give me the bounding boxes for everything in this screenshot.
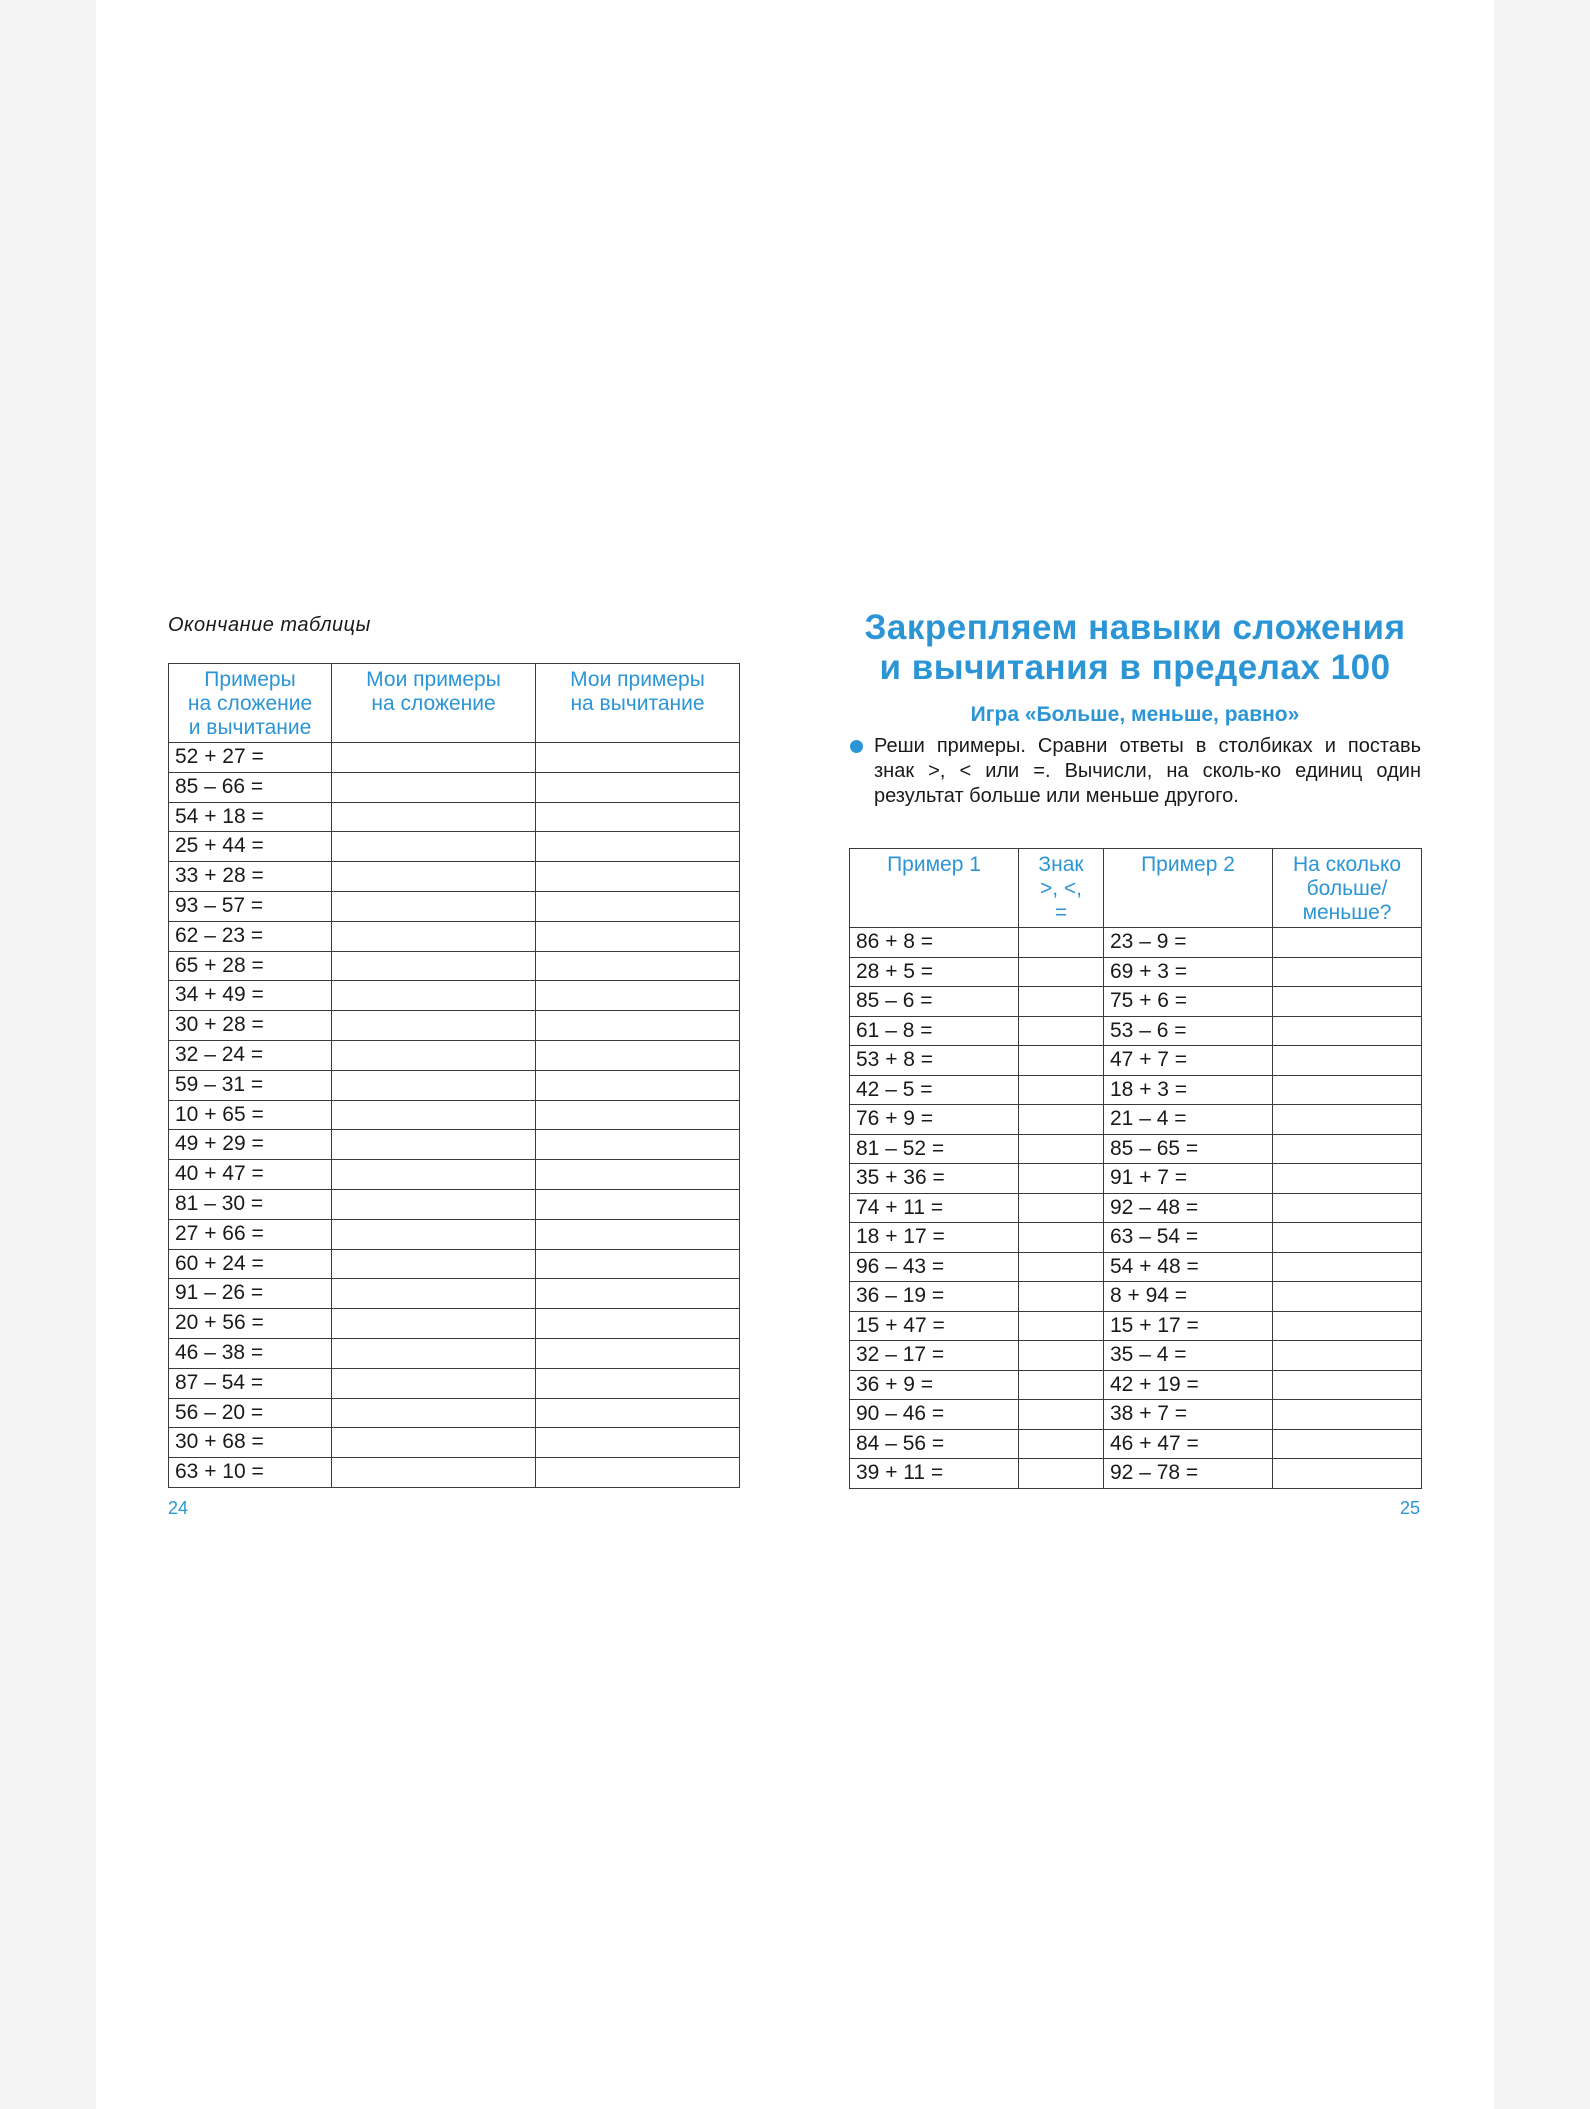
example-cell: 20 + 56 = bbox=[169, 1309, 332, 1339]
example-1-cell: 96 – 43 = bbox=[850, 1252, 1019, 1282]
example-1-cell: 36 – 19 = bbox=[850, 1282, 1019, 1312]
table-row bbox=[850, 1311, 1422, 1341]
table-row bbox=[850, 987, 1422, 1017]
my-addition-cell[interactable] bbox=[332, 1279, 536, 1309]
table-row bbox=[169, 1100, 740, 1130]
example-cell: 62 – 23 = bbox=[169, 921, 332, 951]
difference-cell[interactable] bbox=[1273, 1459, 1422, 1489]
example-2-cell: 53 – 6 = bbox=[1104, 1016, 1273, 1046]
difference-cell[interactable] bbox=[1273, 1252, 1422, 1282]
table-row bbox=[850, 1459, 1422, 1489]
header-sign-label: Знак >, <, = bbox=[1038, 853, 1084, 924]
table-row bbox=[169, 743, 740, 773]
example-1-cell: 74 + 11 = bbox=[850, 1193, 1019, 1223]
my-addition-cell[interactable] bbox=[332, 1070, 536, 1100]
difference-cell[interactable] bbox=[1273, 1311, 1422, 1341]
example-cell: 30 + 28 = bbox=[169, 1011, 332, 1041]
example-cell: 27 + 66 = bbox=[169, 1219, 332, 1249]
example-2-cell: 18 + 3 = bbox=[1104, 1075, 1273, 1105]
sign-cell[interactable] bbox=[1019, 1252, 1104, 1282]
my-subtraction-cell[interactable] bbox=[536, 1011, 740, 1041]
table-row bbox=[850, 1075, 1422, 1105]
my-subtraction-cell[interactable] bbox=[536, 1040, 740, 1070]
sign-cell[interactable] bbox=[1019, 928, 1104, 958]
difference-cell[interactable] bbox=[1273, 1282, 1422, 1312]
my-subtraction-cell[interactable] bbox=[536, 1368, 740, 1398]
my-addition-cell[interactable] bbox=[332, 1160, 536, 1190]
example-1-cell: 39 + 11 = bbox=[850, 1459, 1019, 1489]
sign-cell[interactable] bbox=[1019, 987, 1104, 1017]
my-addition-cell[interactable] bbox=[332, 802, 536, 832]
my-subtraction-cell[interactable] bbox=[536, 1338, 740, 1368]
difference-cell[interactable] bbox=[1273, 1341, 1422, 1371]
difference-cell[interactable] bbox=[1273, 1046, 1422, 1076]
my-subtraction-cell[interactable] bbox=[536, 1160, 740, 1190]
sign-cell[interactable] bbox=[1019, 1370, 1104, 1400]
difference-cell[interactable] bbox=[1273, 957, 1422, 987]
header-examples bbox=[169, 664, 332, 743]
table-row bbox=[850, 1429, 1422, 1459]
table-row bbox=[850, 1282, 1422, 1312]
table-row bbox=[850, 1134, 1422, 1164]
example-2-cell: 63 – 54 = bbox=[1104, 1223, 1273, 1253]
my-subtraction-cell[interactable] bbox=[536, 1398, 740, 1428]
header-my-addition bbox=[332, 664, 536, 743]
example-cell: 10 + 65 = bbox=[169, 1100, 332, 1130]
sign-cell[interactable] bbox=[1019, 1193, 1104, 1223]
example-1-cell: 76 + 9 = bbox=[850, 1105, 1019, 1135]
table-row bbox=[169, 1070, 740, 1100]
header-example-1 bbox=[850, 849, 1019, 928]
sign-cell[interactable] bbox=[1019, 1311, 1104, 1341]
table-row bbox=[169, 1428, 740, 1458]
table-row bbox=[850, 1164, 1422, 1194]
my-addition-cell[interactable] bbox=[332, 1309, 536, 1339]
example-cell: 56 – 20 = bbox=[169, 1398, 332, 1428]
difference-cell[interactable] bbox=[1273, 1370, 1422, 1400]
example-2-cell: 91 + 7 = bbox=[1104, 1164, 1273, 1194]
difference-cell[interactable] bbox=[1273, 928, 1422, 958]
table-row bbox=[169, 1219, 740, 1249]
my-subtraction-cell[interactable] bbox=[536, 802, 740, 832]
sign-cell[interactable] bbox=[1019, 1459, 1104, 1489]
my-addition-cell[interactable] bbox=[332, 1338, 536, 1368]
table-row bbox=[169, 832, 740, 862]
my-subtraction-cell[interactable] bbox=[536, 891, 740, 921]
header-examples-label: Примеры на сложение и вычитание bbox=[187, 668, 313, 739]
difference-cell[interactable] bbox=[1273, 1075, 1422, 1105]
table-row bbox=[850, 1252, 1422, 1282]
example-cell: 34 + 49 = bbox=[169, 981, 332, 1011]
example-cell: 81 – 30 = bbox=[169, 1189, 332, 1219]
table-row bbox=[850, 1341, 1422, 1371]
table-continuation-caption: Окончание таблицы bbox=[168, 614, 371, 636]
my-subtraction-cell[interactable] bbox=[536, 1458, 740, 1488]
my-subtraction-cell[interactable] bbox=[536, 743, 740, 773]
example-2-cell: 35 – 4 = bbox=[1104, 1341, 1273, 1371]
difference-cell[interactable] bbox=[1273, 987, 1422, 1017]
example-2-cell: 8 + 94 = bbox=[1104, 1282, 1273, 1312]
sign-cell[interactable] bbox=[1019, 1429, 1104, 1459]
example-2-cell: 92 – 48 = bbox=[1104, 1193, 1273, 1223]
sign-cell[interactable] bbox=[1019, 1282, 1104, 1312]
difference-cell[interactable] bbox=[1273, 1164, 1422, 1194]
example-1-cell: 85 – 6 = bbox=[850, 987, 1019, 1017]
difference-cell[interactable] bbox=[1273, 1223, 1422, 1253]
sign-cell[interactable] bbox=[1019, 1223, 1104, 1253]
my-addition-cell[interactable] bbox=[332, 1398, 536, 1428]
task-instructions: Реши примеры. Сравни ответы в столбиках и поставь знак >, < или =. Вычисли, на сколь-ко единиц один результат больше или меньше другого. bbox=[874, 735, 1421, 807]
my-addition-cell[interactable] bbox=[332, 1011, 536, 1041]
sign-cell[interactable] bbox=[1019, 1105, 1104, 1135]
table-row bbox=[169, 951, 740, 981]
my-subtraction-cell[interactable] bbox=[536, 862, 740, 892]
my-subtraction-cell[interactable] bbox=[536, 1219, 740, 1249]
table-row bbox=[169, 1011, 740, 1041]
my-subtraction-cell[interactable] bbox=[536, 1309, 740, 1339]
example-2-cell: 54 + 48 = bbox=[1104, 1252, 1273, 1282]
table-row bbox=[850, 957, 1422, 987]
sign-cell[interactable] bbox=[1019, 957, 1104, 987]
my-addition-cell[interactable] bbox=[332, 772, 536, 802]
my-subtraction-cell[interactable] bbox=[536, 1428, 740, 1458]
my-addition-cell[interactable] bbox=[332, 862, 536, 892]
header-sign bbox=[1019, 849, 1104, 928]
table-row bbox=[169, 772, 740, 802]
example-1-cell: 53 + 8 = bbox=[850, 1046, 1019, 1076]
example-2-cell: 69 + 3 = bbox=[1104, 957, 1273, 987]
left-table-body bbox=[169, 743, 740, 1488]
table-row bbox=[169, 1160, 740, 1190]
header-example-2-label: Пример 2 bbox=[1141, 853, 1235, 876]
header-example-2 bbox=[1104, 849, 1273, 928]
my-subtraction-cell[interactable] bbox=[536, 1100, 740, 1130]
example-1-cell: 61 – 8 = bbox=[850, 1016, 1019, 1046]
example-cell: 93 – 57 = bbox=[169, 891, 332, 921]
table-row bbox=[169, 1338, 740, 1368]
header-my-subtraction-label: Мои примеры на вычитание bbox=[570, 668, 705, 715]
example-1-cell: 90 – 46 = bbox=[850, 1400, 1019, 1430]
difference-cell[interactable] bbox=[1273, 1429, 1422, 1459]
table-row bbox=[850, 928, 1422, 958]
example-1-cell: 15 + 47 = bbox=[850, 1311, 1019, 1341]
header-difference-label: На сколько больше/ меньше? bbox=[1292, 853, 1402, 924]
example-2-cell: 85 – 65 = bbox=[1104, 1134, 1273, 1164]
my-addition-cell[interactable] bbox=[332, 921, 536, 951]
example-cell: 60 + 24 = bbox=[169, 1249, 332, 1279]
example-cell: 33 + 28 = bbox=[169, 862, 332, 892]
my-subtraction-cell[interactable] bbox=[536, 1189, 740, 1219]
table-row bbox=[169, 1189, 740, 1219]
difference-cell[interactable] bbox=[1273, 1193, 1422, 1223]
example-cell: 40 + 47 = bbox=[169, 1160, 332, 1190]
my-addition-cell[interactable] bbox=[332, 1368, 536, 1398]
table-row bbox=[850, 1105, 1422, 1135]
my-addition-cell[interactable] bbox=[332, 1100, 536, 1130]
my-addition-cell[interactable] bbox=[332, 832, 536, 862]
sign-cell[interactable] bbox=[1019, 1075, 1104, 1105]
example-2-cell: 38 + 7 = bbox=[1104, 1400, 1273, 1430]
table-row bbox=[169, 921, 740, 951]
header-difference bbox=[1273, 849, 1422, 928]
table-row bbox=[169, 1398, 740, 1428]
my-addition-cell[interactable] bbox=[332, 891, 536, 921]
example-2-cell: 42 + 19 = bbox=[1104, 1370, 1273, 1400]
difference-cell[interactable] bbox=[1273, 1105, 1422, 1135]
header-my-addition-label: Мои примеры на сложение bbox=[366, 668, 501, 715]
my-addition-cell[interactable] bbox=[332, 743, 536, 773]
example-cell: 59 – 31 = bbox=[169, 1070, 332, 1100]
page-title bbox=[820, 608, 1450, 688]
game-subtitle: Игра «Больше, меньше, равно» bbox=[970, 703, 1300, 726]
example-cell: 49 + 29 = bbox=[169, 1130, 332, 1160]
my-addition-cell[interactable] bbox=[332, 981, 536, 1011]
title-line-2: и вычитания в пределах 100 bbox=[879, 648, 1391, 687]
table-row bbox=[169, 802, 740, 832]
title-line-1: Закрепляем навыки сложения bbox=[864, 608, 1406, 647]
example-cell: 32 – 24 = bbox=[169, 1040, 332, 1070]
table-row bbox=[169, 1279, 740, 1309]
header-example-1-label: Пример 1 bbox=[887, 853, 981, 876]
example-cell: 46 – 38 = bbox=[169, 1338, 332, 1368]
my-subtraction-cell[interactable] bbox=[536, 981, 740, 1011]
example-1-cell: 42 – 5 = bbox=[850, 1075, 1019, 1105]
my-subtraction-cell[interactable] bbox=[536, 951, 740, 981]
my-addition-cell[interactable] bbox=[332, 1219, 536, 1249]
table-row bbox=[850, 1370, 1422, 1400]
my-subtraction-cell[interactable] bbox=[536, 1070, 740, 1100]
my-subtraction-cell[interactable] bbox=[536, 1279, 740, 1309]
sign-cell[interactable] bbox=[1019, 1400, 1104, 1430]
difference-cell[interactable] bbox=[1273, 1134, 1422, 1164]
example-2-cell: 92 – 78 = bbox=[1104, 1459, 1273, 1489]
example-cell: 65 + 28 = bbox=[169, 951, 332, 981]
page-number-right: 25 bbox=[1400, 1498, 1421, 1518]
example-cell: 30 + 68 = bbox=[169, 1428, 332, 1458]
example-1-cell: 18 + 17 = bbox=[850, 1223, 1019, 1253]
example-1-cell: 36 + 9 = bbox=[850, 1370, 1019, 1400]
bullet-icon bbox=[850, 740, 863, 753]
right-worksheet-table bbox=[849, 848, 1422, 1489]
example-cell: 85 – 66 = bbox=[169, 772, 332, 802]
table-row bbox=[169, 862, 740, 892]
table-row bbox=[169, 1130, 740, 1160]
table-row bbox=[850, 1016, 1422, 1046]
my-addition-cell[interactable] bbox=[332, 1428, 536, 1458]
example-2-cell: 23 – 9 = bbox=[1104, 928, 1273, 958]
example-cell: 54 + 18 = bbox=[169, 802, 332, 832]
my-addition-cell[interactable] bbox=[332, 1458, 536, 1488]
right-table-body bbox=[850, 928, 1422, 1489]
example-1-cell: 84 – 56 = bbox=[850, 1429, 1019, 1459]
table-row bbox=[850, 1223, 1422, 1253]
left-worksheet-table bbox=[168, 663, 740, 1488]
my-addition-cell[interactable] bbox=[332, 1040, 536, 1070]
table-row bbox=[169, 1368, 740, 1398]
table-row bbox=[169, 1040, 740, 1070]
table-row bbox=[169, 891, 740, 921]
example-1-cell: 86 + 8 = bbox=[850, 928, 1019, 958]
table-row bbox=[169, 1309, 740, 1339]
my-subtraction-cell[interactable] bbox=[536, 1249, 740, 1279]
sign-cell[interactable] bbox=[1019, 1341, 1104, 1371]
table-row bbox=[169, 981, 740, 1011]
example-1-cell: 81 – 52 = bbox=[850, 1134, 1019, 1164]
my-addition-cell[interactable] bbox=[332, 1189, 536, 1219]
example-cell: 52 + 27 = bbox=[169, 743, 332, 773]
table-row bbox=[850, 1193, 1422, 1223]
my-subtraction-cell[interactable] bbox=[536, 772, 740, 802]
my-subtraction-cell[interactable] bbox=[536, 1130, 740, 1160]
page-number-left: 24 bbox=[168, 1498, 189, 1518]
example-2-cell: 75 + 6 = bbox=[1104, 987, 1273, 1017]
sign-cell[interactable] bbox=[1019, 1134, 1104, 1164]
example-cell: 87 – 54 = bbox=[169, 1368, 332, 1398]
example-2-cell: 15 + 17 = bbox=[1104, 1311, 1273, 1341]
sign-cell[interactable] bbox=[1019, 1016, 1104, 1046]
my-subtraction-cell[interactable] bbox=[536, 921, 740, 951]
table-row bbox=[169, 1458, 740, 1488]
example-1-cell: 35 + 36 = bbox=[850, 1164, 1019, 1194]
example-cell: 63 + 10 = bbox=[169, 1458, 332, 1488]
example-cell: 25 + 44 = bbox=[169, 832, 332, 862]
my-addition-cell[interactable] bbox=[332, 951, 536, 981]
example-cell: 91 – 26 = bbox=[169, 1279, 332, 1309]
table-row bbox=[850, 1046, 1422, 1076]
difference-cell[interactable] bbox=[1273, 1400, 1422, 1430]
my-addition-cell[interactable] bbox=[332, 1130, 536, 1160]
my-addition-cell[interactable] bbox=[332, 1249, 536, 1279]
example-2-cell: 21 – 4 = bbox=[1104, 1105, 1273, 1135]
example-2-cell: 47 + 7 = bbox=[1104, 1046, 1273, 1076]
table-row bbox=[850, 1400, 1422, 1430]
my-subtraction-cell[interactable] bbox=[536, 832, 740, 862]
sign-cell[interactable] bbox=[1019, 1164, 1104, 1194]
example-2-cell: 46 + 47 = bbox=[1104, 1429, 1273, 1459]
sign-cell[interactable] bbox=[1019, 1046, 1104, 1076]
example-1-cell: 28 + 5 = bbox=[850, 957, 1019, 987]
example-1-cell: 32 – 17 = bbox=[850, 1341, 1019, 1371]
header-my-subtraction bbox=[536, 664, 740, 743]
difference-cell[interactable] bbox=[1273, 1016, 1422, 1046]
table-row bbox=[169, 1249, 740, 1279]
